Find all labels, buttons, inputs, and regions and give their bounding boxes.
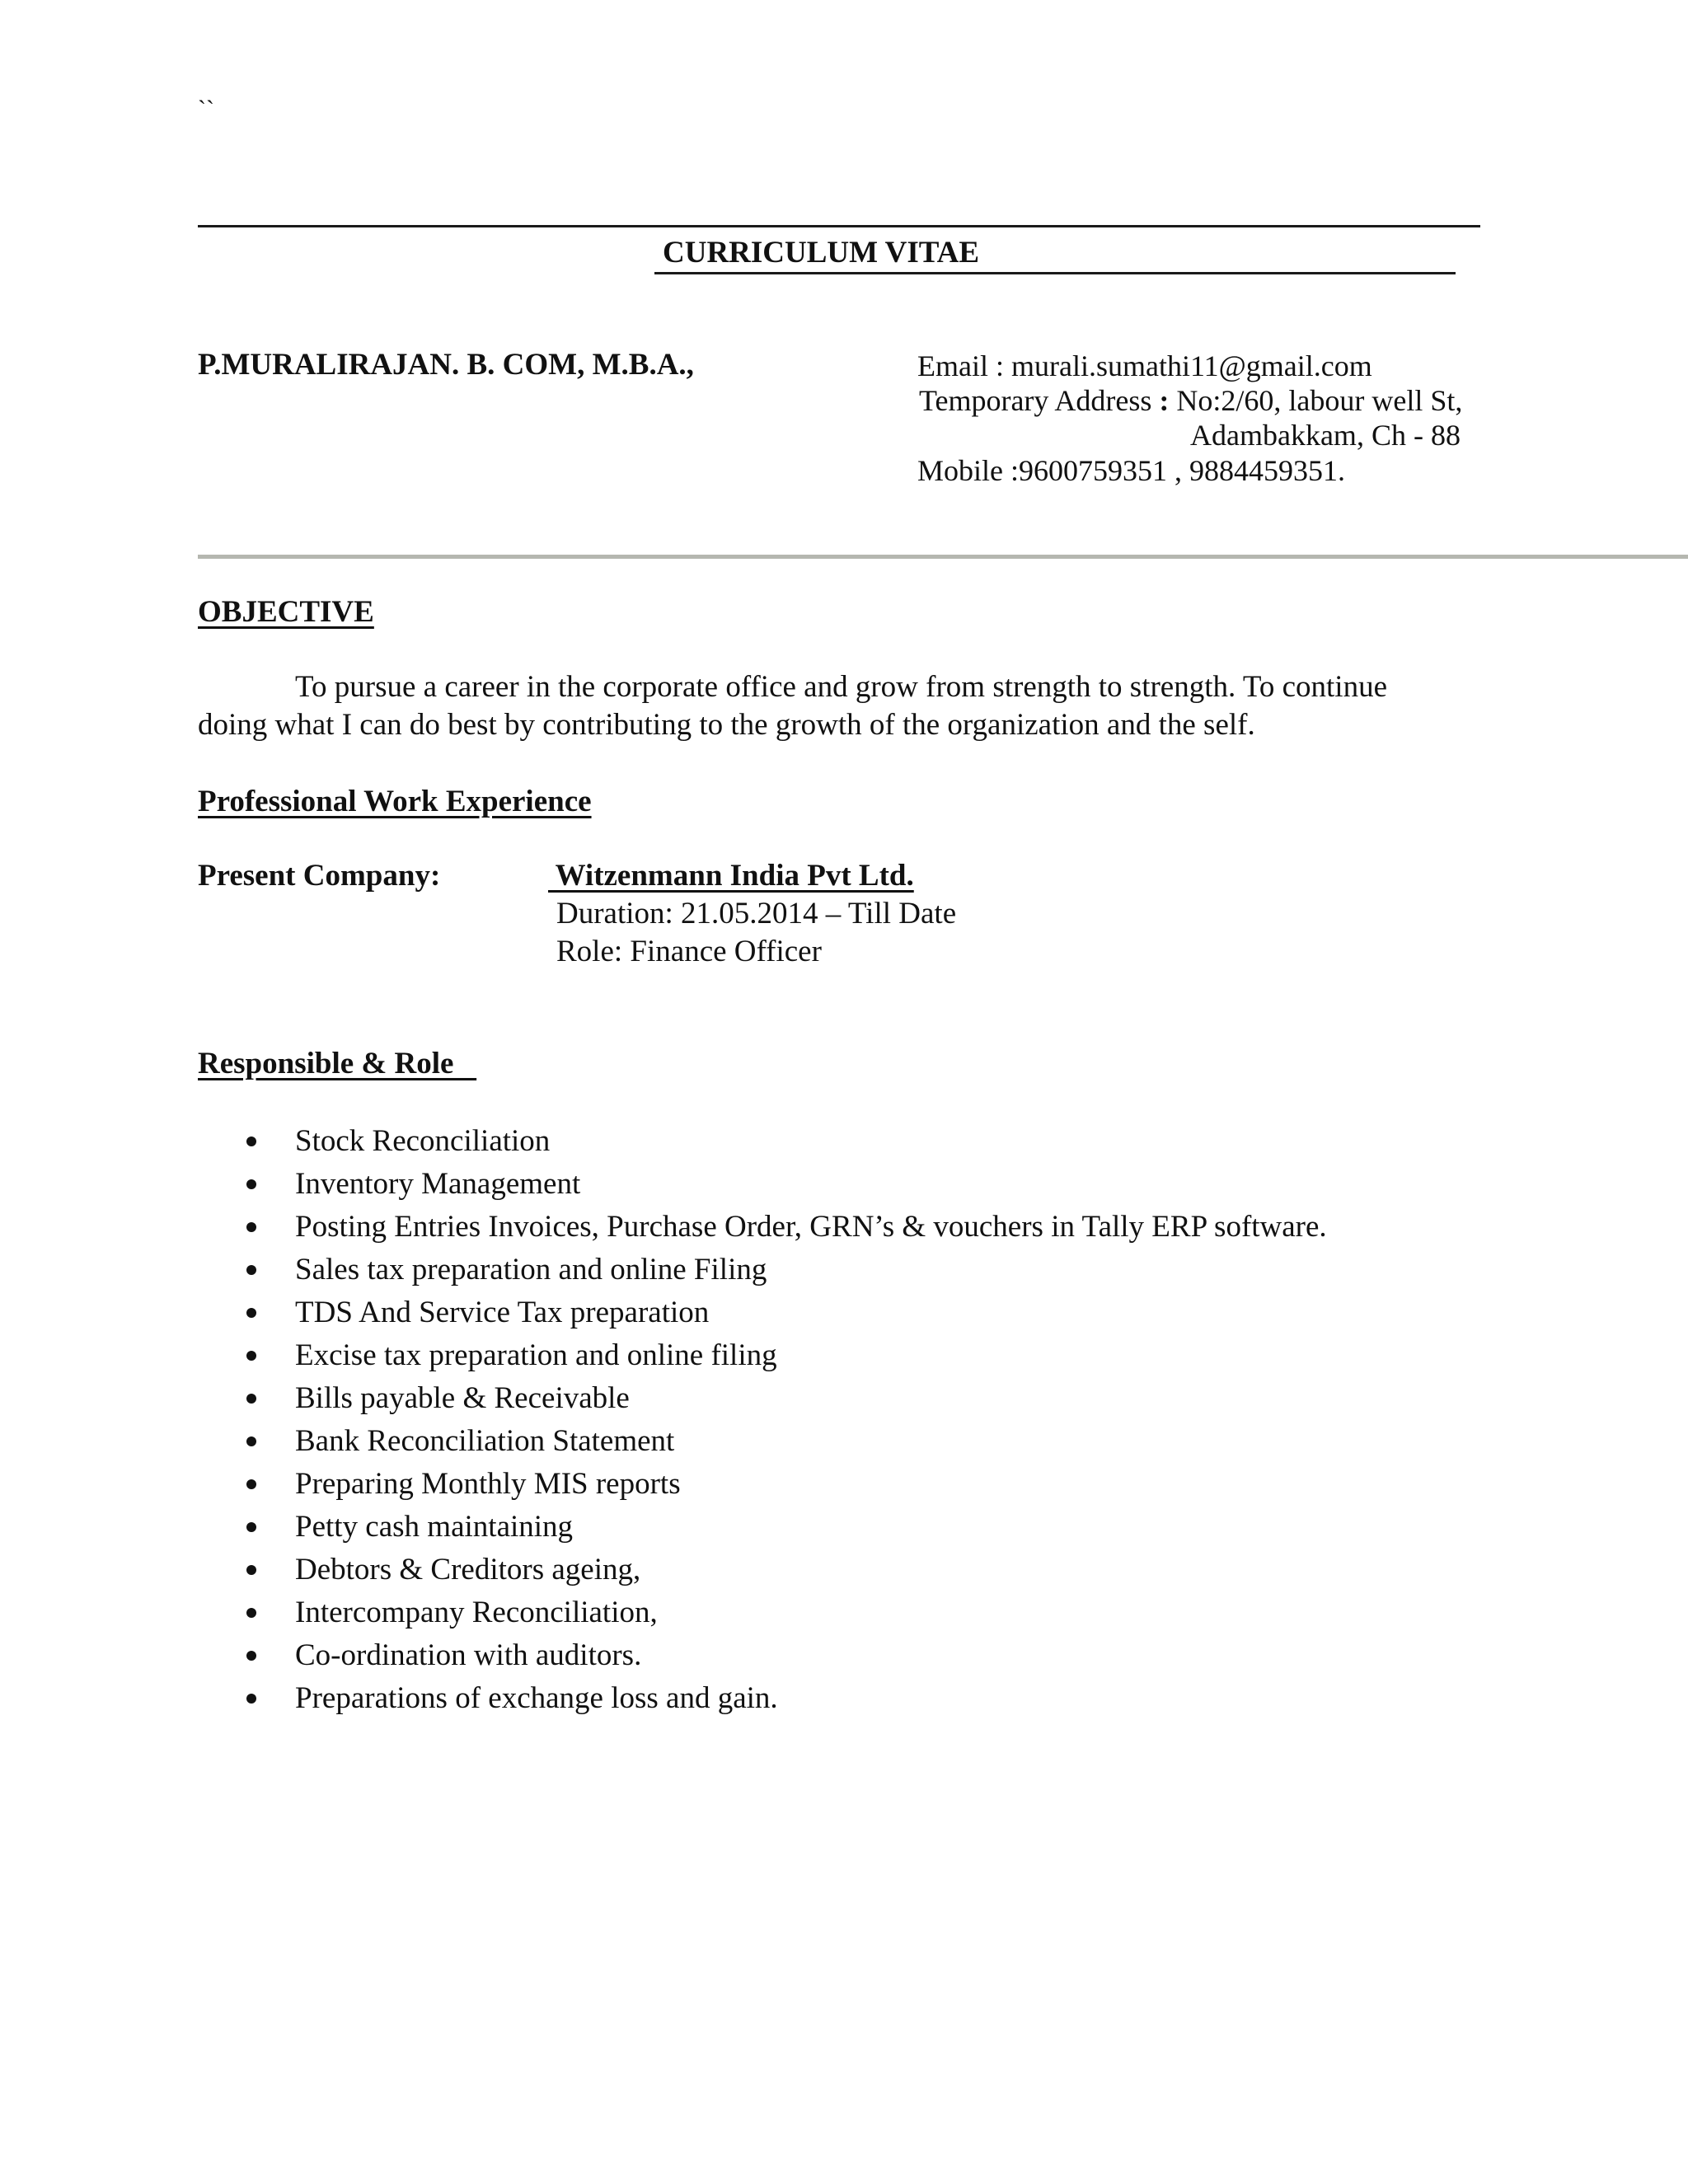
backtick-marks: `` [198, 96, 214, 123]
bullet-icon [246, 1351, 256, 1361]
responsibilities-heading: Responsible & Role [198, 1047, 477, 1080]
bullet-icon [246, 1608, 256, 1618]
contact-email: Email : murali.sumathi11@gmail.com [917, 349, 1372, 382]
objective-text-line-2: doing what I can do best by contributing to the growth of the organization and the self. [198, 708, 1255, 742]
bullet-icon [246, 1694, 256, 1704]
company-name: Witzenmann India Pvt Ltd. [548, 859, 914, 893]
experience-heading: Professional Work Experience [198, 785, 592, 818]
job-role: Role: Finance Officer [556, 935, 822, 968]
bullet-icon [246, 1565, 256, 1575]
document-title: CURRICULUM VITAE [654, 234, 1456, 274]
bullet-icon [246, 1522, 256, 1532]
contact-address [919, 382, 1462, 419]
bullet-icon [246, 1137, 256, 1146]
employment-duration: Duration: 21.05.2014 – Till Date [556, 897, 957, 930]
contact-address-line-2: Adambakkam, Ch - 88 [1190, 419, 1461, 452]
address-colon: : [1159, 384, 1170, 417]
bullet-icon [246, 1179, 256, 1189]
bullet-icon [246, 1436, 256, 1446]
top-divider [198, 225, 1480, 227]
address-label: Temporary Address [919, 384, 1160, 417]
address-line-1: No:2/60, labour well St, [1169, 384, 1463, 417]
contact-mobile: Mobile :9600759351 , 9884459351. [917, 454, 1345, 487]
bullet-icon [246, 1308, 256, 1318]
objective-heading: OBJECTIVE [198, 595, 374, 629]
bullet-icon [246, 1222, 256, 1232]
bullet-icon [246, 1479, 256, 1489]
candidate-name: P.MURALIRAJAN. B. COM, M.B.A., [198, 348, 694, 382]
objective-text-line-1: To pursue a career in the corporate office and grow from strength to strength. To continue [295, 670, 1388, 704]
section-divider [198, 555, 1688, 559]
bullet-icon [246, 1265, 256, 1275]
present-company-label: Present Company: [198, 859, 441, 893]
bullet-icon [246, 1651, 256, 1661]
bullet-icon [246, 1394, 256, 1404]
